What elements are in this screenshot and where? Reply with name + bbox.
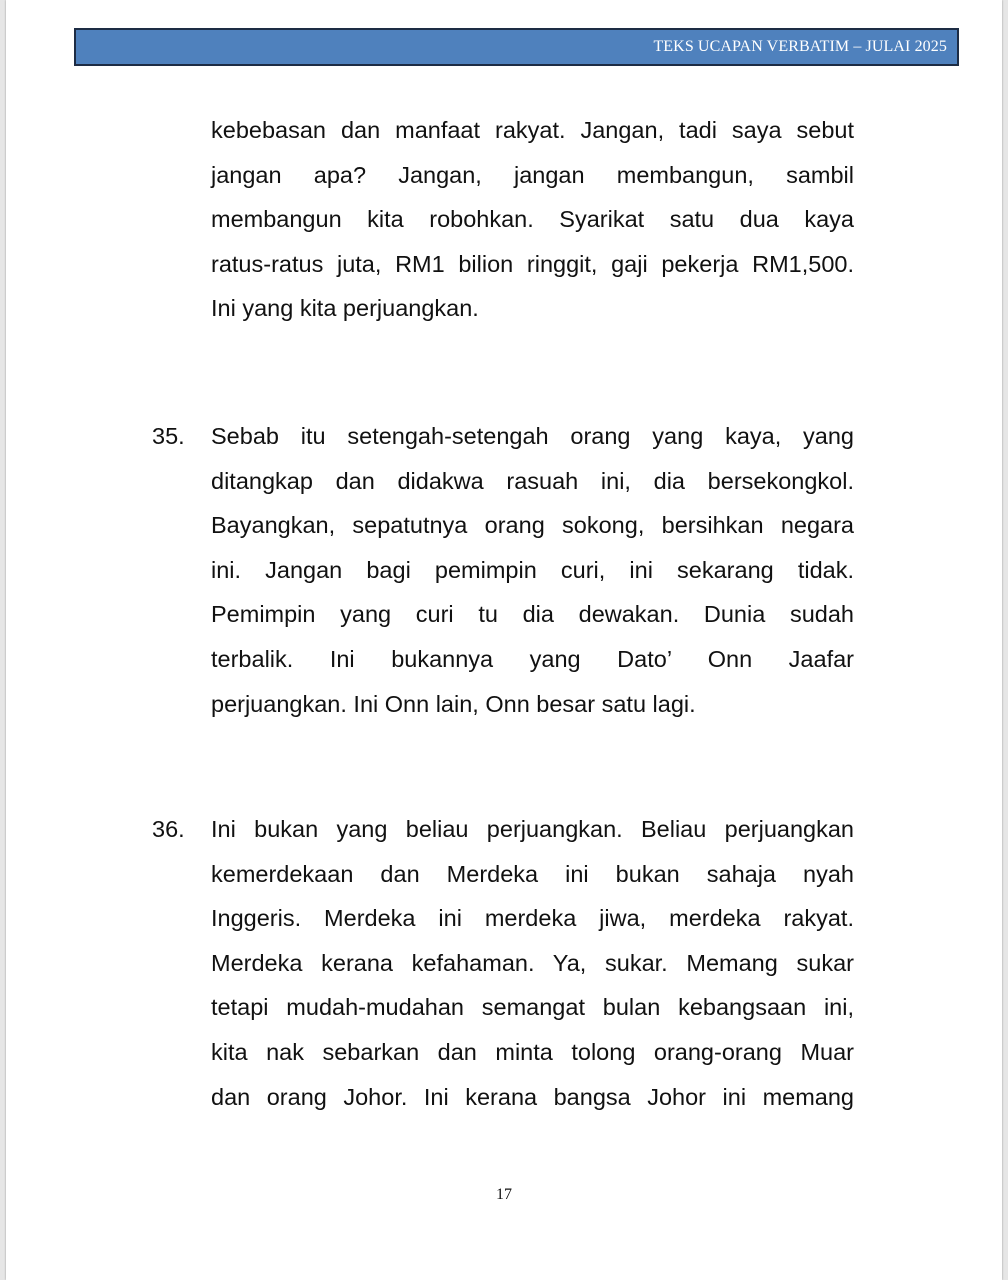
paragraph-continuation <box>211 108 854 331</box>
paragraph-line: ratus-ratus juta, RM1 bilion ringgit, gaji pekerja RM1,500. <box>211 250 854 277</box>
header-bar <box>74 28 959 66</box>
paragraph-line: kemerdekaan dan Merdeka ini bukan sahaja nyah <box>211 860 854 887</box>
paragraph-line: Inggeris. Merdeka ini merdeka jiwa, merdeka rakyat. <box>211 905 854 932</box>
paragraph-line: Pemimpin yang curi tu dia dewakan. Dunia sudah <box>211 601 854 628</box>
paragraph-line: perjuangkan. Ini Onn lain, Onn besar satu lagi. <box>211 690 696 717</box>
paragraph-line: Ini yang kita perjuangkan. <box>211 295 479 322</box>
paragraph-line: terbalik. Ini bukannya yang Dato’ Onn Jaafar <box>211 645 854 672</box>
paragraph-line: ini. Jangan bagi pemimpin curi, ini sekarang tidak. <box>211 556 854 583</box>
paragraph-number: 35. <box>152 423 185 449</box>
paragraph-number: 36. <box>152 816 185 842</box>
paragraph-line: Sebab itu setengah-setengah orang yang kaya, yang <box>211 423 854 449</box>
paragraph-line: Ini bukan yang beliau perjuangkan. Beliau perjuangkan <box>211 816 854 842</box>
paragraph-line: membangun kita robohkan. Syarikat satu dua kaya <box>211 206 854 233</box>
paragraph-line: ditangkap dan didakwa rasuah ini, dia bersekongkol. <box>211 467 854 494</box>
paragraph-line: jangan apa? Jangan, jangan membangun, sambil <box>211 161 854 188</box>
document-page <box>6 0 1002 1280</box>
paragraph-line: kebebasan dan manfaat rakyat. Jangan, tadi saya sebut <box>211 117 854 143</box>
paragraph-line: Bayangkan, sepatutnya orang sokong, bersihkan negara <box>211 512 854 539</box>
paragraph-line: Merdeka kerana kefahaman. Ya, sukar. Memang sukar <box>211 949 854 976</box>
header-title: TEKS UCAPAN VERBATIM – JULAI 2025 <box>653 38 947 55</box>
paragraph-line: tetapi mudah-mudahan semangat bulan kebangsaan ini, <box>211 994 854 1021</box>
paragraph-line: kita nak sebarkan dan minta tolong orang-orang Muar <box>211 1038 854 1065</box>
paragraph-36 <box>211 807 854 1119</box>
page-number: 17 <box>496 1186 512 1203</box>
paragraph-35 <box>211 414 854 726</box>
paragraph-line: dan orang Johor. Ini kerana bangsa Johor ini memang <box>211 1083 854 1110</box>
